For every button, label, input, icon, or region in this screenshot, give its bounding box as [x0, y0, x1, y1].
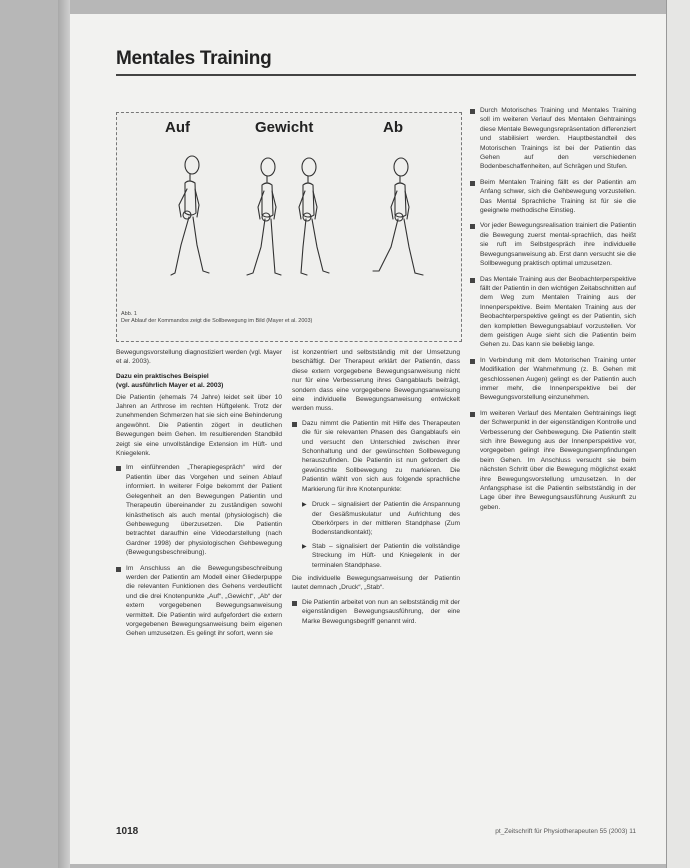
- bullet-item: Durch Motorisches Training und Mentales Training soll im weiteren Verlauf des Mentalen Gehtrainings diese Mentale Bewegungsrepräsentation differenziert und stabilisiert werden. Hauptbestandteil des Motorischen Trainings ist bei der Patientin das Gehen auf den verschiedenen Bodenbeschaffenheiten, auf Schrägen und Stufen.: [470, 106, 636, 172]
- heading-example-ref: (vgl. ausführlich Mayer et al. 2003): [116, 382, 224, 390]
- skeleton-illustration: [117, 113, 461, 309]
- bullet-square-icon: [116, 466, 121, 471]
- figure-caption-number: Abb. 1: [121, 311, 137, 317]
- scan-left-shadow: [58, 0, 70, 868]
- bullet-square-icon: [470, 359, 475, 364]
- figure-label-auf: Auf: [165, 119, 190, 136]
- column-middle: [292, 348, 460, 632]
- skeleton-figure-4: [373, 158, 423, 275]
- sub-bullet-item: ▶ Stab – signalisiert der Patientin die vollständige Streckung im Hüft- und Kniegelenk in der terminalen Standphase.: [302, 542, 460, 569]
- bullet-square-icon: [470, 224, 475, 229]
- bullet-square-icon: [116, 567, 121, 572]
- figure-caption-text: Der Ablauf der Kommandos zeigt die Sollbewegung im Bild (Mayer et al. 2003): [121, 318, 313, 324]
- paragraph-intro: Bewegungsvorstellung diagnostiziert werden (vgl. Mayer et al. 2003).: [116, 349, 282, 366]
- bullet-item: Dazu nimmt die Patientin mit Hilfe des Therapeuten die für sie relevanten Phasen des Gangablaufs ein und versucht den Unterschied zwischen ihrer Schonhaltung und der gewünschten Sollbewegung herauszufinden. Die Patientin ist nun gefordert die gewünschte Sollbewegung zu markieren. Die Patientin wählt von sich aus folgende sprachliche Markierung für ihre Knotenpunkte:: [292, 419, 460, 494]
- page-number: 1018: [116, 826, 139, 837]
- bullet-item: Im einführenden „Therapiegespräch“ wird der Patientin über das Vorgehen und seinen Ablauf informiert. In weiterer Folge bekommt der Patient Gelegenheit an den Bewegungen Patientin und Therapeutin übereinander zu zuständigen sowohl kinästhetisch als auch mental (physiologisch) die Gehbewegung überzusetzen. Die Patientin betrachtet daraufhin eine Videodarstellung (nach Gardner 1998) der physiologischen Gehbewegung (Bewegungsbeschreibung).: [116, 463, 282, 557]
- page-header: [116, 44, 636, 76]
- bullet-square-icon: [470, 109, 475, 114]
- section-title: Mentales Training: [116, 48, 272, 69]
- heading-example: Dazu ein praktisches Beispiel: [116, 372, 209, 380]
- paragraph-instruction: Die individuelle Bewegungsanweisung der Patientin lautet demnach „Druck“, „Stab“.: [292, 574, 460, 592]
- page-footer: [116, 826, 636, 844]
- document-page: [70, 14, 666, 864]
- figure-gait: [116, 112, 462, 342]
- bullet-item: Das Mentale Training aus der Beobachterperspektive fällt der Patientin in den wichtigen Zeitabschnitten auf dem Weg zum Mentalen Training aus der Innenperspektive. Beim Mentalen Training aus der Beobachterperspektive gelingt es der Patientin, sich den kompletten Bewegungsablauf vorzustellen. Vor dem geistigen Auge sieht sich die Patientin beim Gehen zu. Das kann sie beliebig lange.: [470, 275, 636, 350]
- triangle-bullet-icon: ▶: [302, 543, 307, 550]
- figure-label-gewicht: Gewicht: [255, 119, 314, 136]
- skeleton-figure-1: [171, 156, 209, 275]
- skeleton-figure-2: [247, 158, 281, 275]
- bullet-item: Im weiteren Verlauf des Mentalen Gehtrainings liegt der Schwerpunkt in der eigenständigen Kontrolle und Verbesserung der Gehbewegung. Die Patientin stellt sich ihre Bewegung aus der Innenperspektive vor, vorgegeben gelingt ihre Bewegungsempfindungen beim Gehen. Im Anschluss versucht sie beim nächsten Schritt über die Bewegung möglichst exakt ihre Bewegungsvorstellung umzusetzen. In der Anfangsphase ist die Patientin selbstständig in der Lage über ihre Bewegungsausführung Auskunft zu geben.: [470, 409, 636, 512]
- column-right: [470, 106, 636, 518]
- bullet-square-icon: [470, 278, 475, 283]
- skeleton-figure-3: [299, 158, 329, 275]
- column-left: [116, 348, 282, 645]
- bullet-item: In Verbindung mit dem Motorischen Training unter Modifikation der Wahrnehmung (z. B. Gehen mit geschlossenen Augen) gelingt es der Patientin auch immer mehr, die Innenperspektive bei der Bewegungsvorstellung einzunehmen.: [470, 356, 636, 403]
- bullet-item: Im Anschluss an die Bewegungsbeschreibung werden der Patientin am Modell einer Gliederpuppe die relevanten Funktionen des Gehens verdeutlicht und die drei Knotenpunkte „Auf“, „Gewicht“, „Ab“ der extern vorgegebenen Bewegungsanweisung vermittelt. Die Patientin wird aufgefordert die extern vorgegebenen Bewegungsanweisung beim eigenen Gehen umzusetzen. Es gelingt ihr sofort, wenn sie: [116, 564, 282, 639]
- bullet-square-icon: [470, 181, 475, 186]
- triangle-bullet-icon: ▶: [302, 502, 307, 509]
- figure-caption: [121, 311, 457, 325]
- bullet-item: Vor jeder Bewegungsrealisation trainiert die Patientin die Bewegung zuerst mental-sprachlich, das heißt sie ruft im Selbstgespräch ihre individuelle Bewegungsanweisung ab. Erst dann versucht sie die Sollbewegung praktisch optimal umzusetzen.: [470, 221, 636, 268]
- paragraph-continuation: ist konzentriert und selbstständig mit der Umsetzung beschäftigt. Der Therapeut erklärt der Patientin, dass diese extern vorgegebene Bewegungsanweisung nicht nur für eine Verbesserung ihres Gangablaufs beiträgt, sondern dass eine vorgegebene Bewegungsanweisung eine individuelle Bewegungsanweisung entwickelt werden muss.: [292, 349, 460, 413]
- bullet-square-icon: [292, 422, 297, 427]
- bullet-square-icon: [292, 601, 297, 606]
- journal-reference: pt_Zeitschrift für Physiotherapeuten 55 (2003) 11: [495, 828, 636, 835]
- bullet-square-icon: [470, 412, 475, 417]
- bullet-item: Die Patientin arbeitet von nun an selbstständig mit der eigenständigen Bewegungsausführung, der eine Marke Bewegungsbegriff genannt wird.: [292, 598, 460, 626]
- sub-bullet-item: ▶ Druck – signalisiert der Patientin die Anspannung der Gesäßmuskulatur und Aufrichtung des Oberkörpers in der mittleren Standphase (Zum Bodenstandkontakt);: [302, 501, 460, 537]
- figure-label-ab: Ab: [383, 119, 403, 136]
- bullet-item: Beim Mentalen Training fällt es der Patientin am Anfang schwer, sich die Gehbewegung vorzustellen. Das Mental Sprachliche Training ist für sie die geeignete methodische Einstieg.: [470, 178, 636, 216]
- paragraph-case: Die Patientin (ehemals 74 Jahre) leidet seit über 10 Jahren an Arthrose im rechten Hüftgelenk. Trotz der zunehmenden Schmerzen hat sie sich eine Behinderung angewöhnt. Die Patientin zögert in deutlichen Bewegungen beim Gehen. Im resultierenden Standbild zeigt sie eine unvollständige Extension im Hüft- und Kniegelenk.: [116, 393, 282, 458]
- scan-right-edge: [666, 0, 690, 868]
